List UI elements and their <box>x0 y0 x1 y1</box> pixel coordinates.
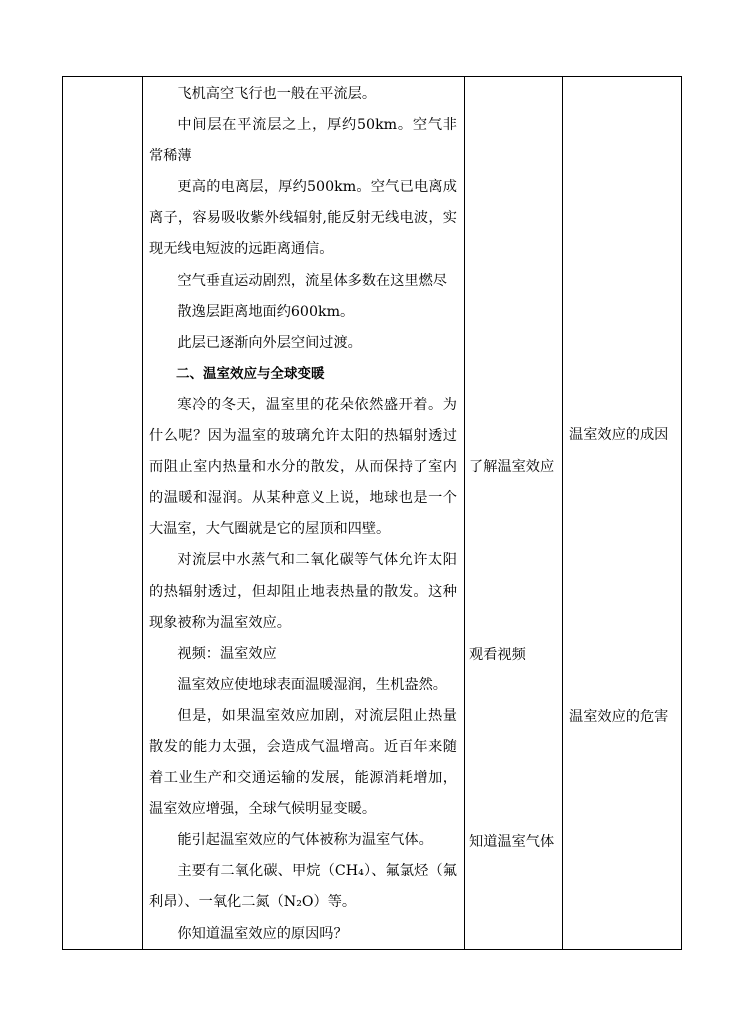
paragraph-video: 视频：温室效应 <box>177 645 277 662</box>
paragraph-question: 你知道温室效应的原因吗？ <box>177 925 348 942</box>
paragraph-warm-earth: 温室效应使地球表面温暖湿润，生机盎然。 <box>177 676 447 693</box>
teaching-content <box>149 79 457 950</box>
intent-cause: 温室效应的成因 <box>569 427 669 443</box>
paragraph-mesosphere: 中间层在平流层之上，厚约50km。空气非常稀薄 <box>149 117 457 165</box>
paragraph-outer-space: 此层已逐渐向外层空间过渡。 <box>177 334 362 351</box>
design-intent-column <box>563 77 681 949</box>
paragraph-meteors: 空气垂直运动剧烈，流星体多数在这里燃尽 <box>177 272 447 289</box>
paragraph-exosphere: 散逸层距离地面约600km。 <box>177 303 355 320</box>
section-column <box>63 77 143 949</box>
student-activity-column <box>465 77 563 949</box>
paragraph-ionosphere: 更高的电离层，厚约500km。空气已电离成离子，容易吸收紫外线辐射,能反射无线电波，实现无线电短波的远距离通信。 <box>149 179 457 258</box>
paragraph-gas-list: 主要有二氧化碳、甲烷（CH₄）、氟氯烃（氟利昂）、一氧化二氮（N₂O）等。 <box>149 863 457 911</box>
activity-understand: 了解温室效应 <box>469 459 555 475</box>
intent-harm: 温室效应的危害 <box>569 709 669 725</box>
activity-know-gases: 知道温室气体 <box>469 834 555 850</box>
paragraph-greenhouse-definition: 对流层中水蒸气和二氧化碳等气体允许太阳的热辐射透过，但却阻止地表热量的散发。这种现象被称为温室效应。 <box>149 552 457 631</box>
activity-watch-video: 观看视频 <box>469 647 526 663</box>
lesson-table <box>62 76 682 950</box>
paragraph-greenhouse-intro: 寒冷的冬天，温室里的花朵依然盛开着。为什么呢？因为温室的玻璃允许太阳的热辐射透过而阻止室内热量和水分的散发，从而保持了室内的温暖和湿润。从某种意义上说，地球也是一个大温室，大气圈就是它的屋顶和四壁。 <box>149 396 457 538</box>
paragraph-stratosphere-flight: 飞机高空飞行也一般在平流层。 <box>177 86 377 102</box>
teaching-content-column <box>143 77 465 949</box>
paragraph-greenhouse-gases: 能引起温室效应的气体被称为温室气体。 <box>177 832 433 849</box>
section-heading: 二、温室效应与全球变暖 <box>176 365 325 382</box>
paragraph-warming: 但是，如果温室效应加剧，对流层阻止热量散发的能力太强，会造成气温增高。近百年来随着工业生产和交通运输的发展，能源消耗增加，温室效应增强，全球气候明显变暖。 <box>149 707 457 818</box>
